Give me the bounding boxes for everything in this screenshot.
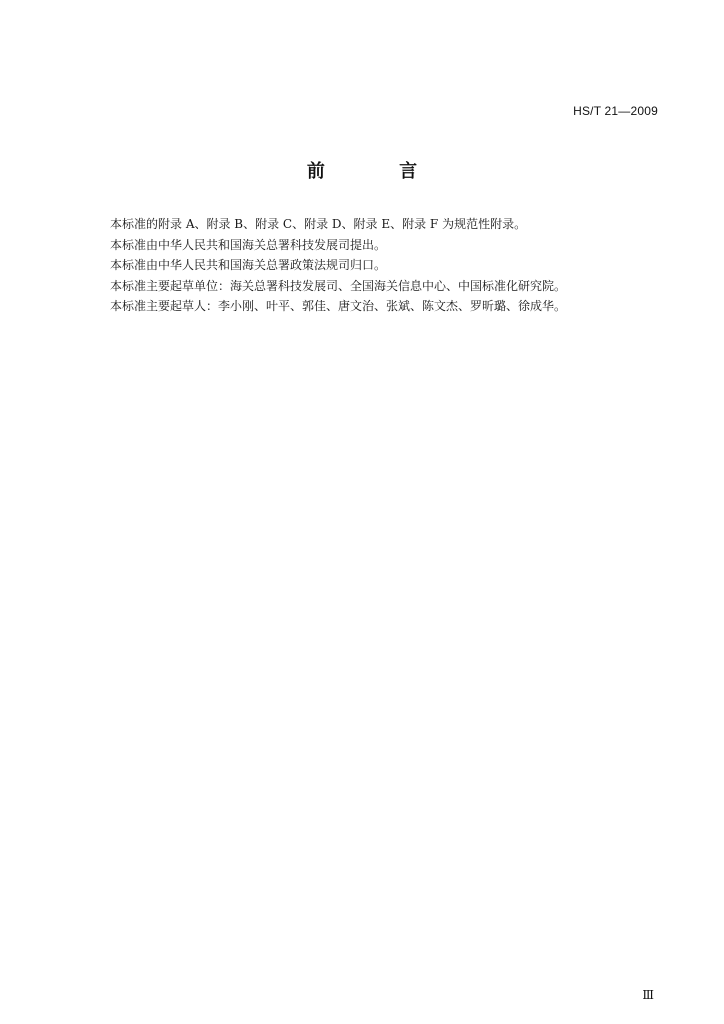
foreword-body (110, 214, 670, 317)
standard-code: HS/T 21—2009 (573, 104, 658, 118)
foreword-paragraph-centralized-by: 本标准由中华人民共和国海关总署政策法规司归口。 (110, 258, 387, 272)
foreword-paragraph-drafting-units: 本标准主要起草单位：海关总署科技发展司、全国海关信息中心、中国标准化研究院。 (110, 278, 567, 293)
foreword-paragraph-appendices: 本标准的附录 A、附录 B、附录 C、附录 D、附录 E、附录 F 为规范性附录。 (110, 217, 527, 231)
page-number: Ⅲ (642, 988, 654, 1002)
foreword-paragraph-drafters: 本标准主要起草人：李小刚、叶平、郭佳、唐文治、张斌、陈文杰、罗昕璐、徐成华。 (110, 299, 567, 313)
page-title: 前 言 (306, 161, 452, 182)
foreword-paragraph-proposer: 本标准由中华人民共和国海关总署科技发展司提出。 (110, 237, 387, 252)
